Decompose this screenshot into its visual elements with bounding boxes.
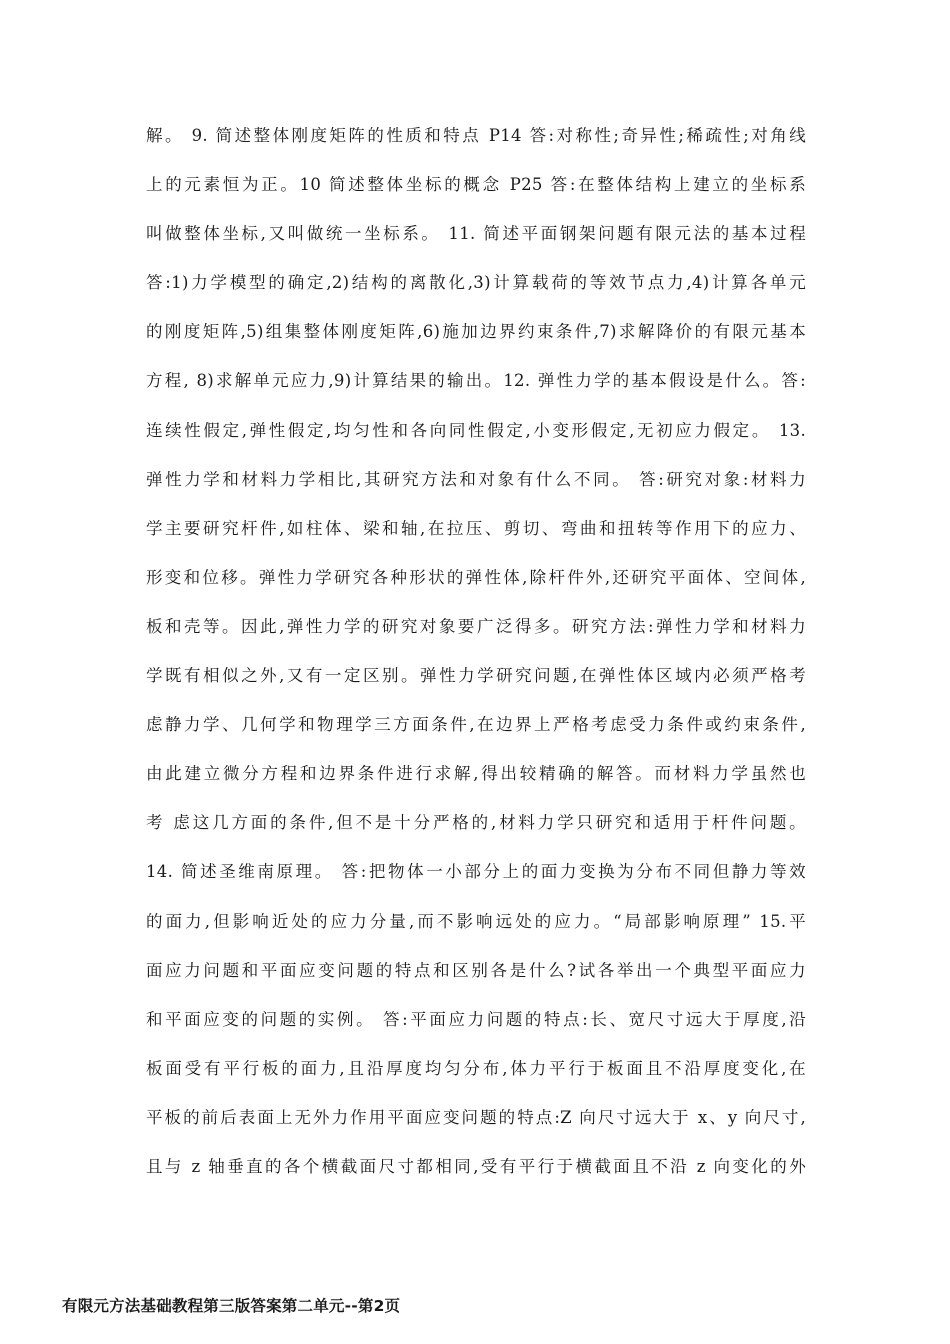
text-line: 叫做整体坐标,又叫做统一坐标系。 11. 简述平面钢架问题有限元法的基本过程	[146, 224, 806, 244]
text-line: 板面受有平行板的面力,且沿厚度均匀分布,体力平行于板面且不沿厚度变化,在	[146, 1058, 806, 1078]
text-line: 和平面应变的问题的实例。 答:平面应力问题的特点:长、宽尺寸远大于厚度,沿	[146, 1009, 806, 1029]
text-line: 面应力问题和平面应变问题的特点和区别各是什么?试各举出一个典型平面应力	[146, 960, 806, 980]
text-line: 由此建立微分方程和边界条件进行求解,得出较精确的解答。而材料力学虽然也	[146, 764, 806, 784]
text-line: 的面力,但影响近处的应力分量,而不影响远处的应力。“局部影响原理” 15.平	[146, 911, 806, 931]
text-line: 上的元素恒为正。10 简述整体坐标的概念 P25 答:在整体结构上建立的坐标系	[146, 175, 806, 195]
text-line: 的刚度矩阵,5)组集整体刚度矩阵,6)施加边界约束条件,7)求解降价的有限元基本	[146, 322, 806, 342]
page-footer: 有限元方法基础教程第三版答案第二单元--第2页	[62, 1297, 401, 1315]
text-line: 板和壳等。因此,弹性力学的研究对象要广泛得多。研究方法:弹性力学和材料力	[146, 616, 806, 636]
text-line: 14. 简述圣维南原理。 答:把物体一小部分上的面力变换为分布不同但静力等效	[146, 862, 806, 882]
text-line: 解。 9. 简述整体刚度矩阵的性质和特点 P14 答:对称性;奇异性;稀疏性;对角线	[146, 126, 806, 145]
text-line: 平板的前后表面上无外力作用平面应变问题的特点:Z 向尺寸远大于 x、y 向尺寸,	[146, 1107, 806, 1127]
text-line: 虑静力学、几何学和物理学三方面条件,在边界上严格考虑受力条件或约束条件,	[146, 715, 806, 735]
text-line: 连续性假定,弹性假定,均匀性和各向同性假定,小变形假定,无初应力假定。 13.	[146, 420, 806, 440]
text-line: 考 虑这几方面的条件,但不是十分严格的,材料力学只研究和适用于杆件问题。	[146, 813, 806, 833]
text-line: 方程, 8)求解单元应力,9)计算结果的输出。12. 弹性力学的基本假设是什么。答:	[146, 371, 806, 391]
text-line: 答:1)力学模型的确定,2)结构的离散化,3)计算载荷的等效节点力,4)计算各单元	[146, 273, 806, 293]
text-line: 学既有相似之外,又有一定区别。弹性力学研究问题,在弹性体区域内必须严格考	[146, 666, 806, 686]
text-line: 弹性力学和材料力学相比,其研究方法和对象有什么不同。 答:研究对象:材料力	[146, 469, 806, 489]
body-text	[146, 118, 806, 1198]
text-line: 且与 z 轴垂直的各个横截面尺寸都相同,受有平行于横截面且不沿 z 向变化的外	[146, 1156, 806, 1176]
text-line: 形变和位移。弹性力学研究各种形状的弹性体,除杆件外,还研究平面体、空间体,	[146, 567, 806, 587]
text-line: 学主要研究杆件,如柱体、梁和轴,在拉压、剪切、弯曲和扭转等作用下的应力、	[146, 518, 806, 538]
